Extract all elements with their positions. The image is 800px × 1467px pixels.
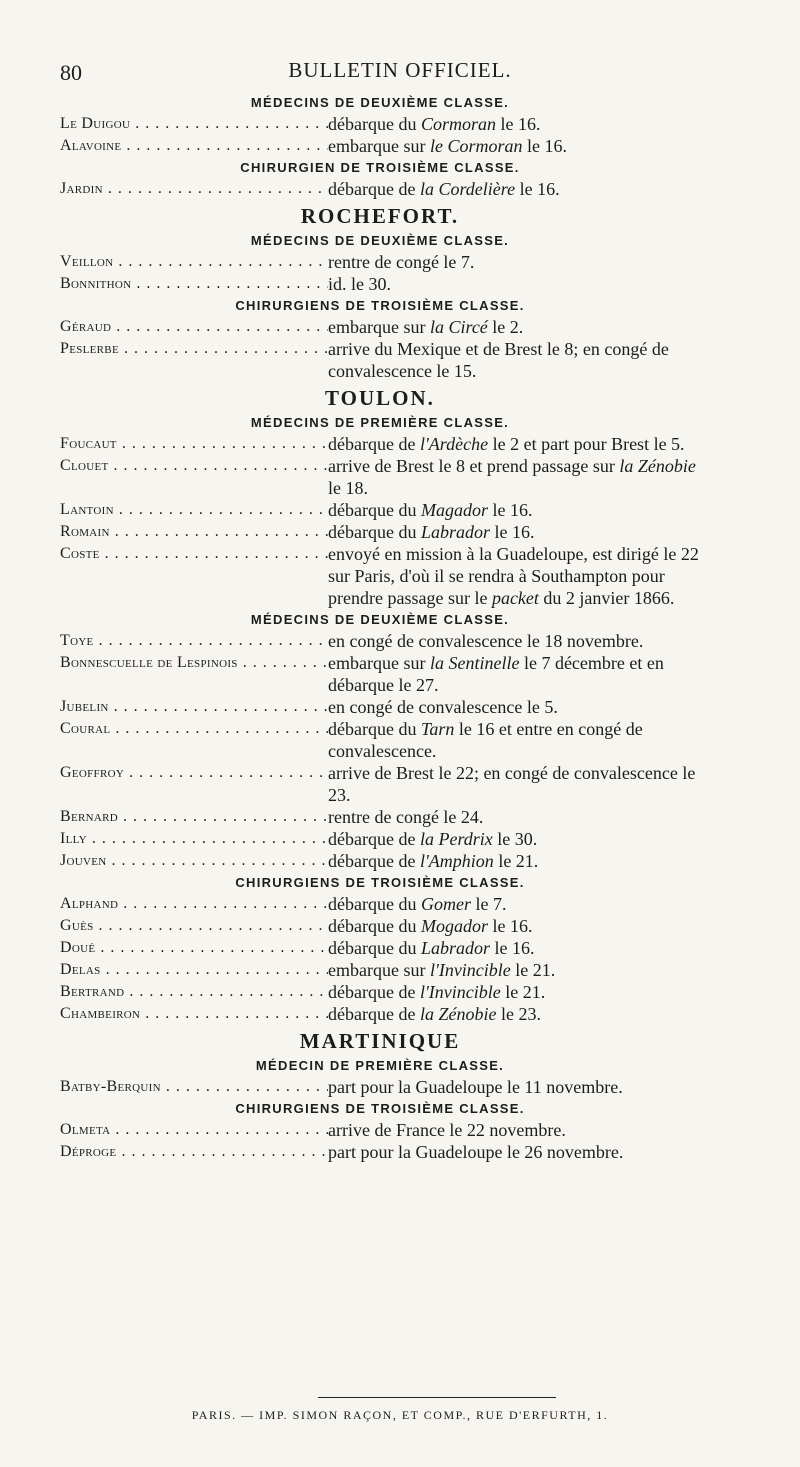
rank-heading: CHIRURGIENS DE TROISIÈME CLASSE. [235, 298, 525, 313]
entry-row [60, 915, 700, 937]
running-title: BULLETIN OFFICIEL. [288, 58, 512, 82]
movement-description [328, 135, 700, 157]
officer-name: Illy . . . [60, 828, 328, 850]
description-text: du 2 janvier 1866. [538, 588, 675, 608]
description-text: débarque du [328, 500, 421, 520]
officer-name: Coste . . . [60, 543, 328, 565]
officer-name: Geoffroy . . . [60, 762, 328, 784]
description-text: arrive de Brest le 22; en congé de convalescence le 23. [328, 763, 696, 805]
officer-name: Delas . . . [60, 959, 328, 981]
entry-row [60, 850, 700, 872]
ship-name: le Cormoran [429, 136, 523, 156]
description-text: débarque du [328, 522, 421, 542]
movement-description [328, 455, 700, 499]
officer-name: Déproge . . . [60, 1141, 328, 1163]
ship-name: l'Ardèche [419, 434, 489, 454]
description-text: rentre de congé le 24. [328, 807, 484, 827]
description-text: id. le 30. [328, 274, 391, 294]
description-text: embarque sur [328, 653, 430, 673]
movement-description [328, 251, 700, 273]
ship-name: la Zénobie [419, 1004, 497, 1024]
officer-name: Veillon . . . [60, 251, 328, 273]
movement-description [328, 828, 700, 850]
officer-name: Coural . . . [60, 718, 328, 740]
description-text: le 21. [500, 982, 546, 1002]
officer-name: Foucaut . . . [60, 433, 328, 455]
ship-name: Magador [420, 500, 488, 520]
entry-row [60, 762, 700, 806]
entry-row [60, 1141, 700, 1163]
description-text: en congé de convalescence le 5. [328, 697, 558, 717]
page-number: 80 [60, 60, 82, 85]
description-text: rentre de congé le 7. [328, 252, 475, 272]
description-text: le 16. [487, 500, 533, 520]
description-text: envoyé en mission à la Guadeloupe, est dirigé le 22 sur Paris, d'où il se rendra à Southampton pour prendre passage sur le [328, 544, 699, 608]
officer-name: Lantoin . . . [60, 499, 328, 521]
rank-heading: CHIRURGIENS DE TROISIÈME CLASSE. [235, 875, 525, 890]
movement-description [328, 1003, 700, 1025]
rank-heading: MÉDECINS DE DEUXIÈME CLASSE. [250, 95, 510, 110]
movement-description [328, 696, 700, 718]
entry-row [60, 1003, 700, 1025]
description-text: débarque du [328, 938, 421, 958]
description-text: le 16. [490, 522, 535, 542]
entry-row [60, 251, 700, 273]
entry-row [60, 455, 700, 499]
officer-name: Clouet . . . [60, 455, 328, 477]
movement-description [328, 630, 700, 652]
entry-row [60, 1076, 700, 1098]
entry-row [60, 113, 700, 135]
description-text: le 2. [487, 317, 524, 337]
port-heading: MARTINIQUE [299, 1029, 461, 1053]
description-text: débarque de [328, 1004, 420, 1024]
officer-name: Alavoine . . . [60, 135, 328, 157]
movement-description [328, 338, 700, 382]
ship-name: Mogador [420, 916, 488, 936]
entry-row [60, 135, 700, 157]
entry-row [60, 1119, 700, 1141]
entry-row [60, 981, 700, 1003]
description-text: débarque du [328, 719, 421, 739]
officer-name: Bertrand . . . [60, 981, 328, 1003]
rank-heading: CHIRURGIEN DE TROISIÈME CLASSE. [240, 160, 520, 175]
ship-name: la Cordelière [419, 179, 516, 199]
description-text: part pour la Guadeloupe le 11 novembre. [328, 1077, 623, 1097]
bulletin-content [60, 92, 700, 1163]
ship-name: la Sentinelle [429, 653, 520, 673]
rank-heading: MÉDECINS DE DEUXIÈME CLASSE. [250, 612, 510, 627]
ship-name: la Perdrix [419, 829, 493, 849]
port-heading: TOULON. [325, 386, 435, 410]
entry-row [60, 828, 700, 850]
movement-description [328, 178, 700, 200]
description-text: débarque de [328, 829, 420, 849]
officer-name: Guès . . . [60, 915, 328, 937]
movement-description [328, 718, 700, 762]
description-text: le 16. [522, 136, 567, 156]
description-text: le 21. [493, 851, 539, 871]
movement-description [328, 652, 700, 696]
officer-name: Jardin . . . [60, 178, 328, 200]
entry-row [60, 806, 700, 828]
officer-name: Batby-Berquin . . . [60, 1076, 328, 1098]
description-text: le 16. [515, 179, 560, 199]
ship-name: l'Amphion [419, 851, 494, 871]
description-text: débarque de [328, 434, 420, 454]
entry-row [60, 543, 700, 609]
ship-name: Labrador [420, 938, 490, 958]
rank-heading: MÉDECIN DE PREMIÈRE CLASSE. [255, 1058, 505, 1073]
entry-row [60, 937, 700, 959]
officer-name: Bonnithon . . . [60, 273, 328, 295]
movement-description [328, 543, 700, 609]
description-text: le 16. [495, 114, 541, 134]
ship-name: Tarn [420, 719, 455, 739]
entry-row [60, 652, 700, 696]
ship-name: Labrador [420, 522, 490, 542]
movement-description [328, 937, 700, 959]
movement-description [328, 850, 700, 872]
entry-row [60, 718, 700, 762]
description-text: débarque de [328, 851, 420, 871]
officer-name: Jubelin . . . [60, 696, 328, 718]
officer-name: Peslerbe . . . [60, 338, 328, 360]
port-heading: ROCHEFORT. [300, 204, 460, 228]
entry-row [60, 433, 700, 455]
description-text: le 16. [487, 916, 533, 936]
description-text: le 16. [490, 938, 535, 958]
movement-description [328, 499, 700, 521]
description-text: le 2 et part pour Brest le 5. [488, 434, 685, 454]
description-text: part pour la Guadeloupe le 26 novembre. [328, 1142, 624, 1162]
description-text: débarque de [328, 982, 420, 1002]
movement-description [328, 433, 700, 455]
officer-name: Toye . . . [60, 630, 328, 652]
movement-description [328, 762, 700, 806]
movement-description [328, 806, 700, 828]
ship-name: packet [491, 588, 539, 608]
ship-name: la Zénobie [619, 456, 696, 476]
rank-heading: CHIRURGIENS DE TROISIÈME CLASSE. [235, 1101, 525, 1116]
officer-name: Jouven . . . [60, 850, 328, 872]
description-text: arrive de France le 22 novembre. [328, 1120, 566, 1140]
description-text: arrive du Mexique et de Brest le 8; en congé de convalescence le 15. [328, 339, 669, 381]
movement-description [328, 113, 700, 135]
movement-description [328, 893, 700, 915]
officer-name: Géraud . . . [60, 316, 328, 338]
description-text: le 30. [492, 829, 538, 849]
description-text: débarque de [328, 179, 420, 199]
entry-row [60, 521, 700, 543]
officer-name: Doué . . . [60, 937, 328, 959]
description-text: le 7 décembre et en débarque le 27. [328, 653, 664, 695]
description-text: embarque sur [328, 136, 430, 156]
movement-description [328, 316, 700, 338]
rank-heading: MÉDECINS DE DEUXIÈME CLASSE. [250, 233, 510, 248]
officer-name: Bernard . . . [60, 806, 328, 828]
ship-name: Gomer [420, 894, 471, 914]
ship-name: la Circé [429, 317, 488, 337]
description-text: le 21. [510, 960, 556, 980]
entry-row [60, 630, 700, 652]
entry-row [60, 959, 700, 981]
movement-description [328, 959, 700, 981]
description-text: le 7. [470, 894, 507, 914]
movement-description [328, 981, 700, 1003]
ship-name: Cormoran [420, 114, 496, 134]
entry-row [60, 499, 700, 521]
movement-description [328, 1076, 700, 1098]
description-text: arrive de Brest le 8 et prend passage sur [328, 456, 620, 476]
entry-row [60, 696, 700, 718]
ship-name: l'Invincible [429, 960, 511, 980]
officer-name: Chambeiron . . . [60, 1003, 328, 1025]
rank-heading: MÉDECINS DE PREMIÈRE CLASSE. [250, 415, 510, 430]
entry-row [60, 893, 700, 915]
movement-description [328, 1141, 700, 1163]
entry-row [60, 338, 700, 382]
officer-name: Olmeta . . . [60, 1119, 328, 1141]
description-text: débarque du [328, 894, 421, 914]
description-text: débarque du [328, 916, 421, 936]
movement-description [328, 1119, 700, 1141]
description-text: embarque sur [328, 317, 430, 337]
entry-row [60, 178, 700, 200]
description-text: le 16 et entre en congé de convalescence. [328, 719, 643, 761]
movement-description [328, 273, 700, 295]
entry-row [60, 273, 700, 295]
ship-name: l'Invincible [419, 982, 501, 1002]
officer-name: Bonnescuelle de Lespinois . . . [60, 652, 328, 674]
printer-imprint: PARIS. — IMP. SIMON RAÇON, ET COMP., RUE D'ERFURTH, 1. [191, 1408, 609, 1422]
officer-name: Romain . . . [60, 521, 328, 543]
entry-row [60, 316, 700, 338]
movement-description [328, 521, 700, 543]
description-text: embarque sur [328, 960, 430, 980]
officer-name: Le Duigou . . . [60, 113, 328, 135]
description-text: en congé de convalescence le 18 novembre. [328, 631, 644, 651]
footer-rule [318, 1397, 556, 1398]
description-text: le 23. [496, 1004, 541, 1024]
description-text: débarque du [328, 114, 421, 134]
officer-name: Alphand . . . [60, 893, 328, 915]
movement-description [328, 915, 700, 937]
description-text: le 18. [328, 478, 368, 498]
